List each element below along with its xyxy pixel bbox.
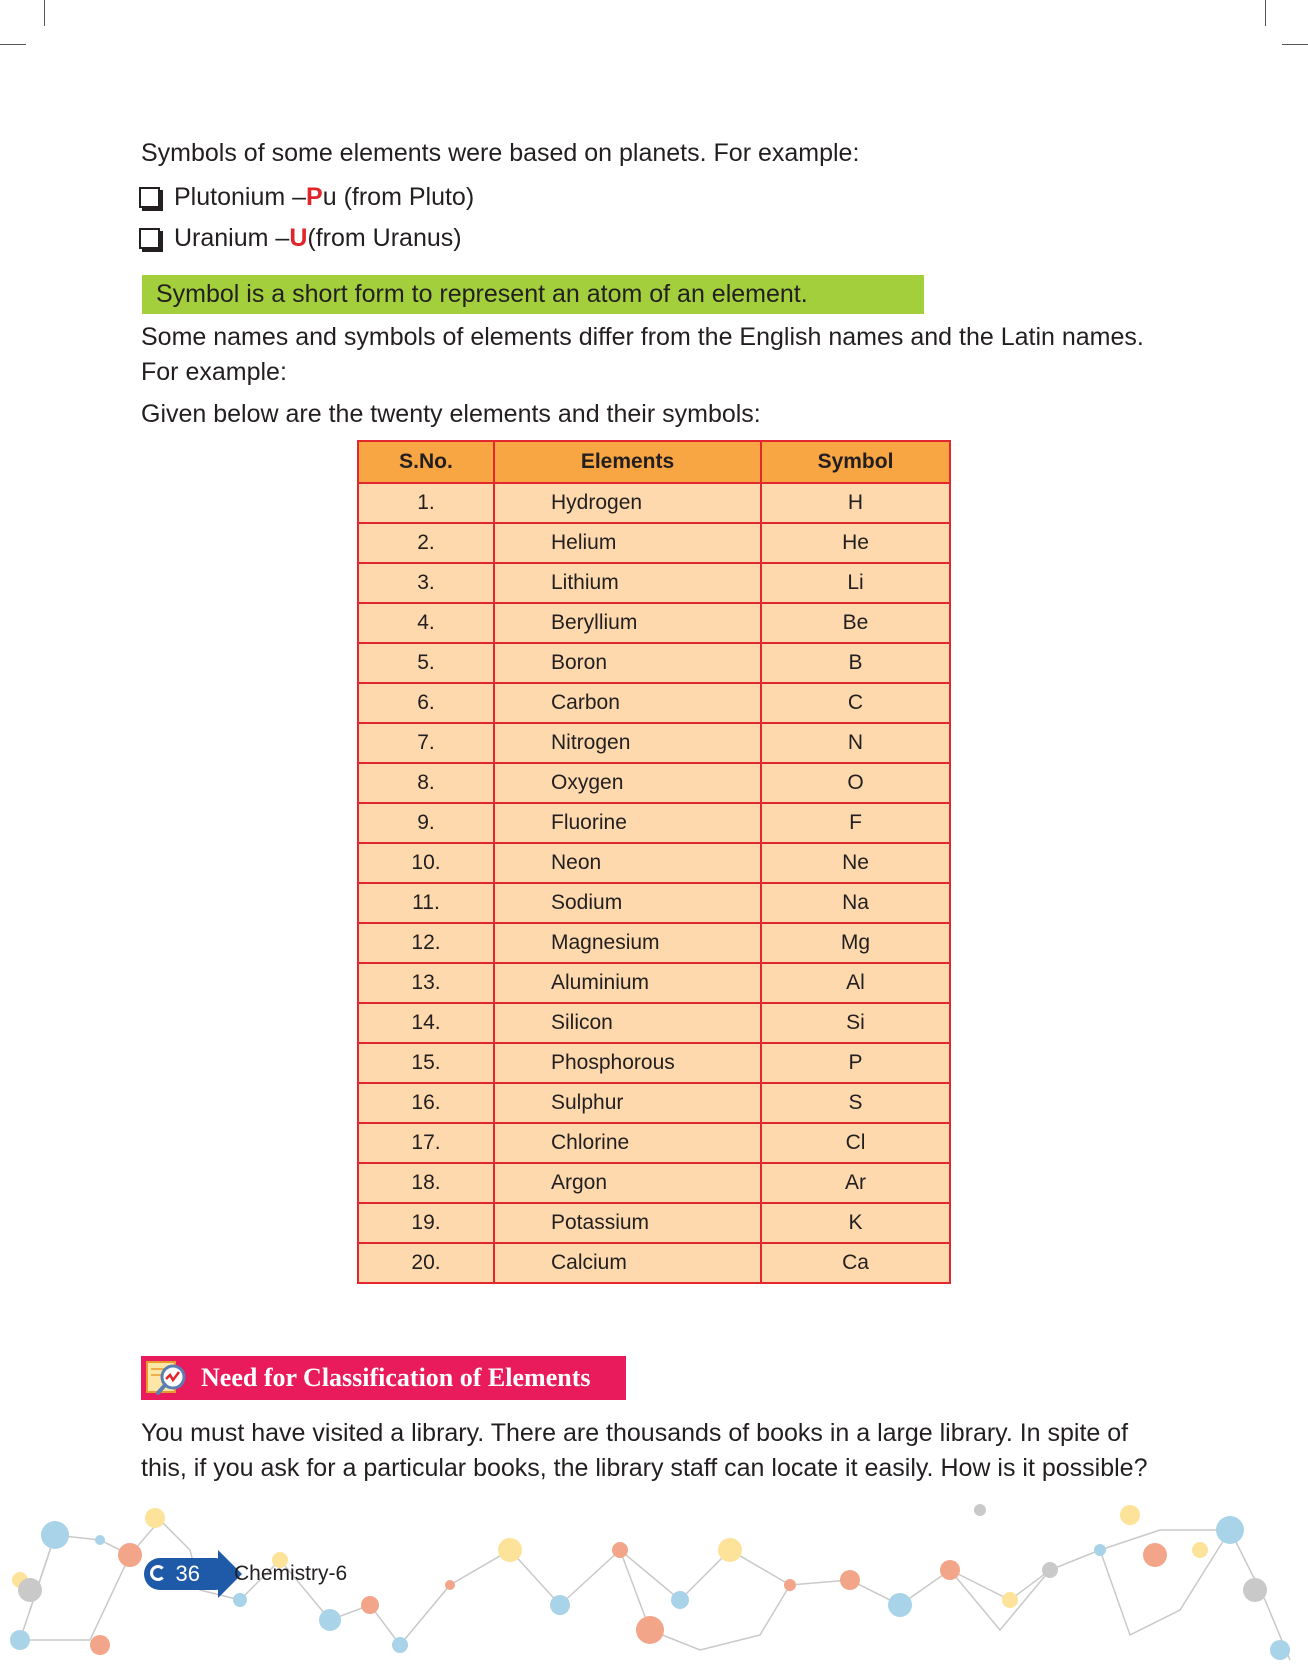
cell-element: Helium: [494, 523, 761, 563]
cell-element: Carbon: [494, 683, 761, 723]
cell-element: Hydrogen: [494, 483, 761, 523]
cell-element: Boron: [494, 643, 761, 683]
definition-highlight: Symbol is a short form to represent an atom of an element.: [142, 275, 924, 314]
page-number-badge: [144, 1558, 220, 1590]
cell-sno: 15.: [358, 1043, 494, 1083]
cell-sno: 8.: [358, 763, 494, 803]
column-header-elements: Elements: [494, 441, 761, 483]
section-title: Need for Classification of Elements: [201, 1363, 591, 1392]
cell-symbol: S: [761, 1083, 950, 1123]
element-symbol: P: [306, 183, 323, 211]
cell-symbol: Ca: [761, 1243, 950, 1283]
cell-sno: 18.: [358, 1163, 494, 1203]
cell-sno: 7.: [358, 723, 494, 763]
cell-element: Sulphur: [494, 1083, 761, 1123]
cell-sno: 20.: [358, 1243, 494, 1283]
cell-element: Nitrogen: [494, 723, 761, 763]
cell-element: Oxygen: [494, 763, 761, 803]
cell-element: Sodium: [494, 883, 761, 923]
checkbox-bullet-icon: [139, 187, 160, 208]
paragraph-line: You must have visited a library. There are thousands of books in a large library. In spite of: [141, 1419, 1129, 1447]
checkbox-bullet-icon: [139, 228, 160, 249]
crop-mark: [44, 0, 45, 26]
magnifier-chart-icon: [145, 1359, 191, 1397]
cell-element: Argon: [494, 1163, 761, 1203]
section-heading: [141, 1356, 626, 1400]
table-row: [358, 1003, 950, 1043]
table-row: [358, 923, 950, 963]
cell-sno: 14.: [358, 1003, 494, 1043]
cell-element: Chlorine: [494, 1123, 761, 1163]
table-row: [358, 963, 950, 1003]
cell-sno: 3.: [358, 563, 494, 603]
page-number: 36: [175, 1561, 200, 1586]
cell-sno: 9.: [358, 803, 494, 843]
cell-symbol: Be: [761, 603, 950, 643]
table-row: [358, 1083, 950, 1123]
cell-element: Lithium: [494, 563, 761, 603]
cell-symbol: Ne: [761, 843, 950, 883]
cell-sno: 12.: [358, 923, 494, 963]
list-item-text: u (from Pluto): [322, 183, 475, 211]
table-row: [358, 643, 950, 683]
table-row: [358, 563, 950, 603]
table-row: [358, 803, 950, 843]
cell-symbol: Na: [761, 883, 950, 923]
cell-symbol: Cl: [761, 1123, 950, 1163]
cell-sno: 17.: [358, 1123, 494, 1163]
column-header-sno: S.No.: [358, 441, 494, 483]
cell-element: Aluminium: [494, 963, 761, 1003]
table-row: [358, 523, 950, 563]
table-row: [358, 603, 950, 643]
cell-symbol: C: [761, 683, 950, 723]
book-title: Chemistry-6: [234, 1562, 348, 1585]
cell-symbol: He: [761, 523, 950, 563]
list-item-text: (from Uranus): [307, 224, 462, 252]
cell-symbol: Li: [761, 563, 950, 603]
crop-mark: [1282, 44, 1308, 45]
table-row: [358, 1043, 950, 1083]
table-row: [358, 723, 950, 763]
column-header-symbol: Symbol: [761, 441, 950, 483]
cell-element: Calcium: [494, 1243, 761, 1283]
cell-symbol: H: [761, 483, 950, 523]
list-item: [139, 180, 474, 214]
cell-sno: 4.: [358, 603, 494, 643]
cell-sno: 1.: [358, 483, 494, 523]
cell-sno: 6.: [358, 683, 494, 723]
cell-symbol: P: [761, 1043, 950, 1083]
cell-sno: 16.: [358, 1083, 494, 1123]
crop-mark: [1265, 0, 1266, 26]
element-symbol: U: [289, 224, 308, 252]
cell-symbol: N: [761, 723, 950, 763]
table-row: [358, 483, 950, 523]
table-header-row: [358, 441, 950, 483]
cell-sno: 2.: [358, 523, 494, 563]
cell-element: Potassium: [494, 1203, 761, 1243]
cell-element: Phosphorous: [494, 1043, 761, 1083]
cell-element: Fluorine: [494, 803, 761, 843]
paragraph-line: Some names and symbols of elements differ from the English names and the Latin names.: [141, 323, 1144, 351]
cell-element: Beryllium: [494, 603, 761, 643]
table-row: [358, 1123, 950, 1163]
elements-table: [357, 440, 951, 1284]
paragraph-line: this, if you ask for a particular books, the library staff can locate it easily. How is it possible?: [141, 1454, 1148, 1482]
cell-symbol: Ar: [761, 1163, 950, 1203]
cell-element: Silicon: [494, 1003, 761, 1043]
intro-text: Symbols of some elements were based on planets. For example:: [141, 139, 860, 167]
table-row: [358, 1243, 950, 1283]
paragraph: Given below are the twenty elements and their symbols:: [141, 400, 761, 428]
cell-sno: 13.: [358, 963, 494, 1003]
table-row: [358, 683, 950, 723]
cell-sno: 5.: [358, 643, 494, 683]
cell-element: Magnesium: [494, 923, 761, 963]
cell-symbol: Al: [761, 963, 950, 1003]
crop-mark: [0, 44, 26, 45]
cell-symbol: Mg: [761, 923, 950, 963]
swirl-icon: [150, 1565, 166, 1581]
list-item-text: Uranium –: [174, 224, 290, 252]
cell-sno: 10.: [358, 843, 494, 883]
list-item-text: Plutonium –: [174, 183, 307, 211]
table-row: [358, 1163, 950, 1203]
table-row: [358, 763, 950, 803]
table-row: [358, 1203, 950, 1243]
cell-element: Neon: [494, 843, 761, 883]
list-item: [139, 221, 462, 255]
cell-symbol: O: [761, 763, 950, 803]
table-row: [358, 883, 950, 923]
cell-symbol: Si: [761, 1003, 950, 1043]
paragraph-line: For example:: [141, 358, 287, 386]
table-row: [358, 843, 950, 883]
cell-symbol: B: [761, 643, 950, 683]
cell-sno: 11.: [358, 883, 494, 923]
cell-symbol: F: [761, 803, 950, 843]
cell-sno: 19.: [358, 1203, 494, 1243]
cell-symbol: K: [761, 1203, 950, 1243]
